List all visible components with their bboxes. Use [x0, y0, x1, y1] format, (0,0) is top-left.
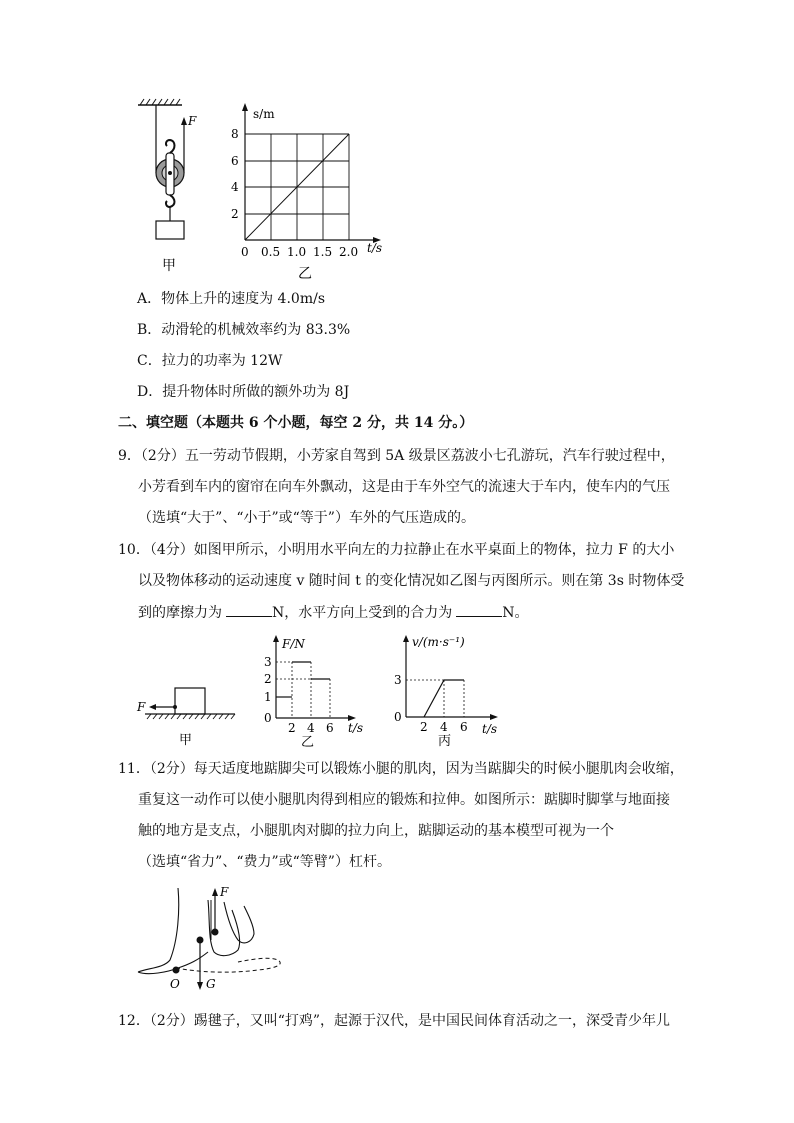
figure2-vt-graph	[388, 628, 508, 750]
y-tick: 3	[394, 673, 402, 687]
y-axis-label: s/m	[253, 107, 275, 121]
y-axis-label: v/(m·s⁻¹)	[412, 635, 465, 649]
figure2-yi-caption: 乙	[301, 735, 315, 750]
y-tick: 2	[231, 207, 239, 221]
x-tick: 4	[440, 720, 448, 734]
section-title: 二、填空题（本题共 6 个小题，每空 2 分，共 14 分。）	[118, 415, 474, 431]
figure3-foot-lever	[128, 880, 298, 995]
force-label: F	[220, 885, 229, 899]
q10-text-b: N，水平方向上受到的合力为	[272, 605, 453, 621]
q9-line3: （选填“大于”、“小于”或“等于”）车外的气压造成的。	[138, 510, 475, 526]
figure1-pulley	[130, 95, 210, 275]
answer-blank[interactable]	[456, 602, 502, 617]
gravity-label: G	[206, 977, 216, 991]
q11-line3: 触的地方是支点，小腿肌肉对脚的拉力向上，踮脚运动的基本模型可视为一个	[138, 823, 614, 839]
q10-line3	[138, 602, 529, 623]
force-label: F	[137, 700, 146, 714]
x-tick: 2	[420, 720, 428, 734]
x-tick: 0.5	[261, 245, 281, 259]
answer-blank[interactable]	[226, 602, 272, 617]
x-axis-label: t/s	[367, 241, 383, 255]
q11-line1: 11．（2分）每天适度地踮脚尖可以锻炼小腿的肌肉，因为当踮脚尖的时候小腿肌肉会收缩，	[118, 761, 684, 777]
x-axis-label: t/s	[348, 721, 364, 735]
x-tick: 2.0	[339, 245, 359, 259]
y-axis-label: F/N	[282, 637, 305, 651]
y-tick: 0	[264, 711, 272, 725]
y-tick: 2	[264, 672, 272, 686]
q10-text-a: 到的摩擦力为	[138, 605, 222, 621]
x-tick: 4	[307, 721, 315, 735]
y-tick: 6	[231, 154, 239, 168]
figure2-jia-caption: 甲	[179, 733, 193, 748]
figure2-bing-caption: 丙	[438, 734, 452, 749]
y-tick: 4	[231, 180, 239, 194]
figure2-block	[135, 680, 245, 750]
x-tick: 1.5	[313, 245, 333, 259]
option-d: D．提升物体时所做的额外功为 8J	[137, 384, 350, 400]
x-tick: 1.0	[287, 245, 307, 259]
option-a: A．物体上升的速度为 4.0m/s	[137, 291, 326, 307]
y-tick: 3	[264, 655, 272, 669]
q9-line2: 小芳看到车内的窗帘在向车外飘动，这是由于车外空气的流速大于车内，使车内的气压	[138, 479, 670, 495]
figure1-st-graph	[225, 100, 395, 285]
q11-line4: （选填“省力”、“费力”或“等臂”）杠杆。	[138, 854, 391, 870]
x-tick: 0	[241, 245, 249, 259]
y-tick: 1	[264, 690, 272, 704]
x-tick: 6	[460, 720, 468, 734]
x-axis-label: t/s	[482, 722, 498, 736]
q10-line2: 以及物体移动的运动速度 v 随时间 t 的变化情况如乙图与丙图所示。则在第 3s 时物体受	[138, 573, 685, 589]
force-label: F	[188, 114, 197, 128]
q10-text-c: N。	[502, 605, 529, 621]
q11-line2: 重复这一动作可以使小腿肌肉得到相应的锻炼和拉伸。如图所示：踮脚时脚掌与地面接	[138, 792, 670, 808]
q9-line1: 9．（2分）五一劳动节假期，小芳家自驾到 5A 级景区荔波小七孔游玩，汽车行驶过程中，	[118, 448, 675, 464]
pivot-label: O	[170, 977, 180, 991]
q10-line1: 10．（4分）如图甲所示，小明用水平向左的力拉静止在水平桌面上的物体，拉力 F 的大小	[118, 542, 675, 558]
q12-line1: 12．（2分）踢毽子，又叫“打鸡”，起源于汉代，是中国民间体育活动之一，深受青少年儿	[118, 1013, 671, 1029]
option-b: B．动滑轮的机械效率约为 83.3%	[137, 322, 351, 338]
figure2-ft-graph	[258, 632, 373, 750]
figure1-jia-caption: 甲	[162, 258, 176, 274]
option-c: C．拉力的功率为 12W	[137, 353, 283, 369]
x-tick: 6	[326, 721, 334, 735]
x-tick: 2	[288, 721, 296, 735]
origin-label: 0	[394, 710, 402, 724]
figure1-yi-caption: 乙	[298, 266, 312, 282]
y-tick: 8	[231, 127, 239, 141]
